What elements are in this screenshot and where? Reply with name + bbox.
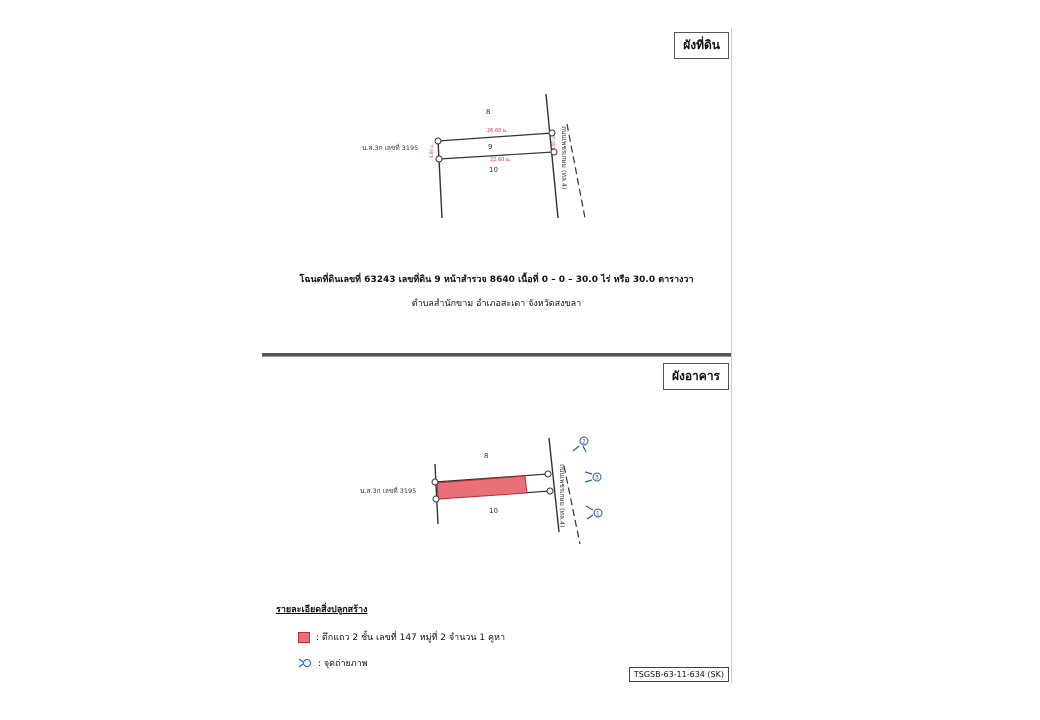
document-code: TSGSB-63-11-634 (SK): [629, 667, 729, 682]
photo-point-2-label: 2: [582, 438, 586, 446]
building-plot-north: 8: [484, 452, 489, 460]
land-plot-south: 10: [489, 166, 498, 174]
building-footprint: [437, 476, 527, 499]
land-dim-right: 4.60 ม.: [551, 135, 556, 150]
legend-photo-row: [298, 656, 368, 670]
legend-building-text: : ตึกแถว 2 ชั้น เลขที่ 147 หมู่ที่ 2 จำนวน 1 คูหา: [316, 633, 506, 643]
land-dim-top: 26.60 ม.: [487, 128, 508, 134]
land-dim-bottom: 22.60 ม.: [490, 157, 511, 163]
deed-info-line2: ตำบลสำนักขาม อำเภอสะเดา จังหวัดสงขลา: [411, 299, 582, 309]
land-dim-left: 4.60 ม.: [429, 143, 434, 158]
building-swatch-icon: [298, 632, 310, 643]
photo-point-3-label: 3: [595, 474, 599, 482]
legend-building-row: [298, 630, 505, 644]
building-plan-diagram: [262, 420, 731, 560]
land-plan-title: ผังที่ดิน: [674, 32, 729, 59]
camera-point-icon: [298, 658, 312, 668]
appraisal-page: [262, 28, 732, 684]
land-road-label: ถนนเพชรเกษม (ทล.4): [560, 126, 568, 190]
building-road-label: ถนนเพชรเกษม (ทล.4): [558, 464, 566, 528]
deed-info-line1: โฉนดที่ดินเลขที่ 63243 เลขที่ดิน 9 หน้าสำรวจ 8640 เนื้อที่ 0 – 0 – 30.0 ไร่ หรือ 30.0 ตารางวา: [299, 275, 694, 285]
land-plot-north: 8: [486, 108, 491, 116]
section-divider: [262, 353, 731, 357]
legend-photo-text: : จุดถ่ายภาพ: [318, 659, 368, 669]
building-neighbor-label: น.ส.3ก เลขที่ 3195: [360, 487, 417, 495]
land-plan-diagram: [262, 68, 731, 258]
land-plot-center: 9: [488, 143, 493, 151]
building-plan-title: ผังอาคาร: [663, 363, 729, 390]
legend-title: รายละเอียดสิ่งปลูกสร้าง: [276, 605, 368, 615]
building-plot-south: 10: [489, 507, 498, 515]
land-neighbor-label: น.ส.3ก เลขที่ 3195: [362, 144, 419, 152]
photo-point-1-label: 1: [596, 510, 600, 518]
